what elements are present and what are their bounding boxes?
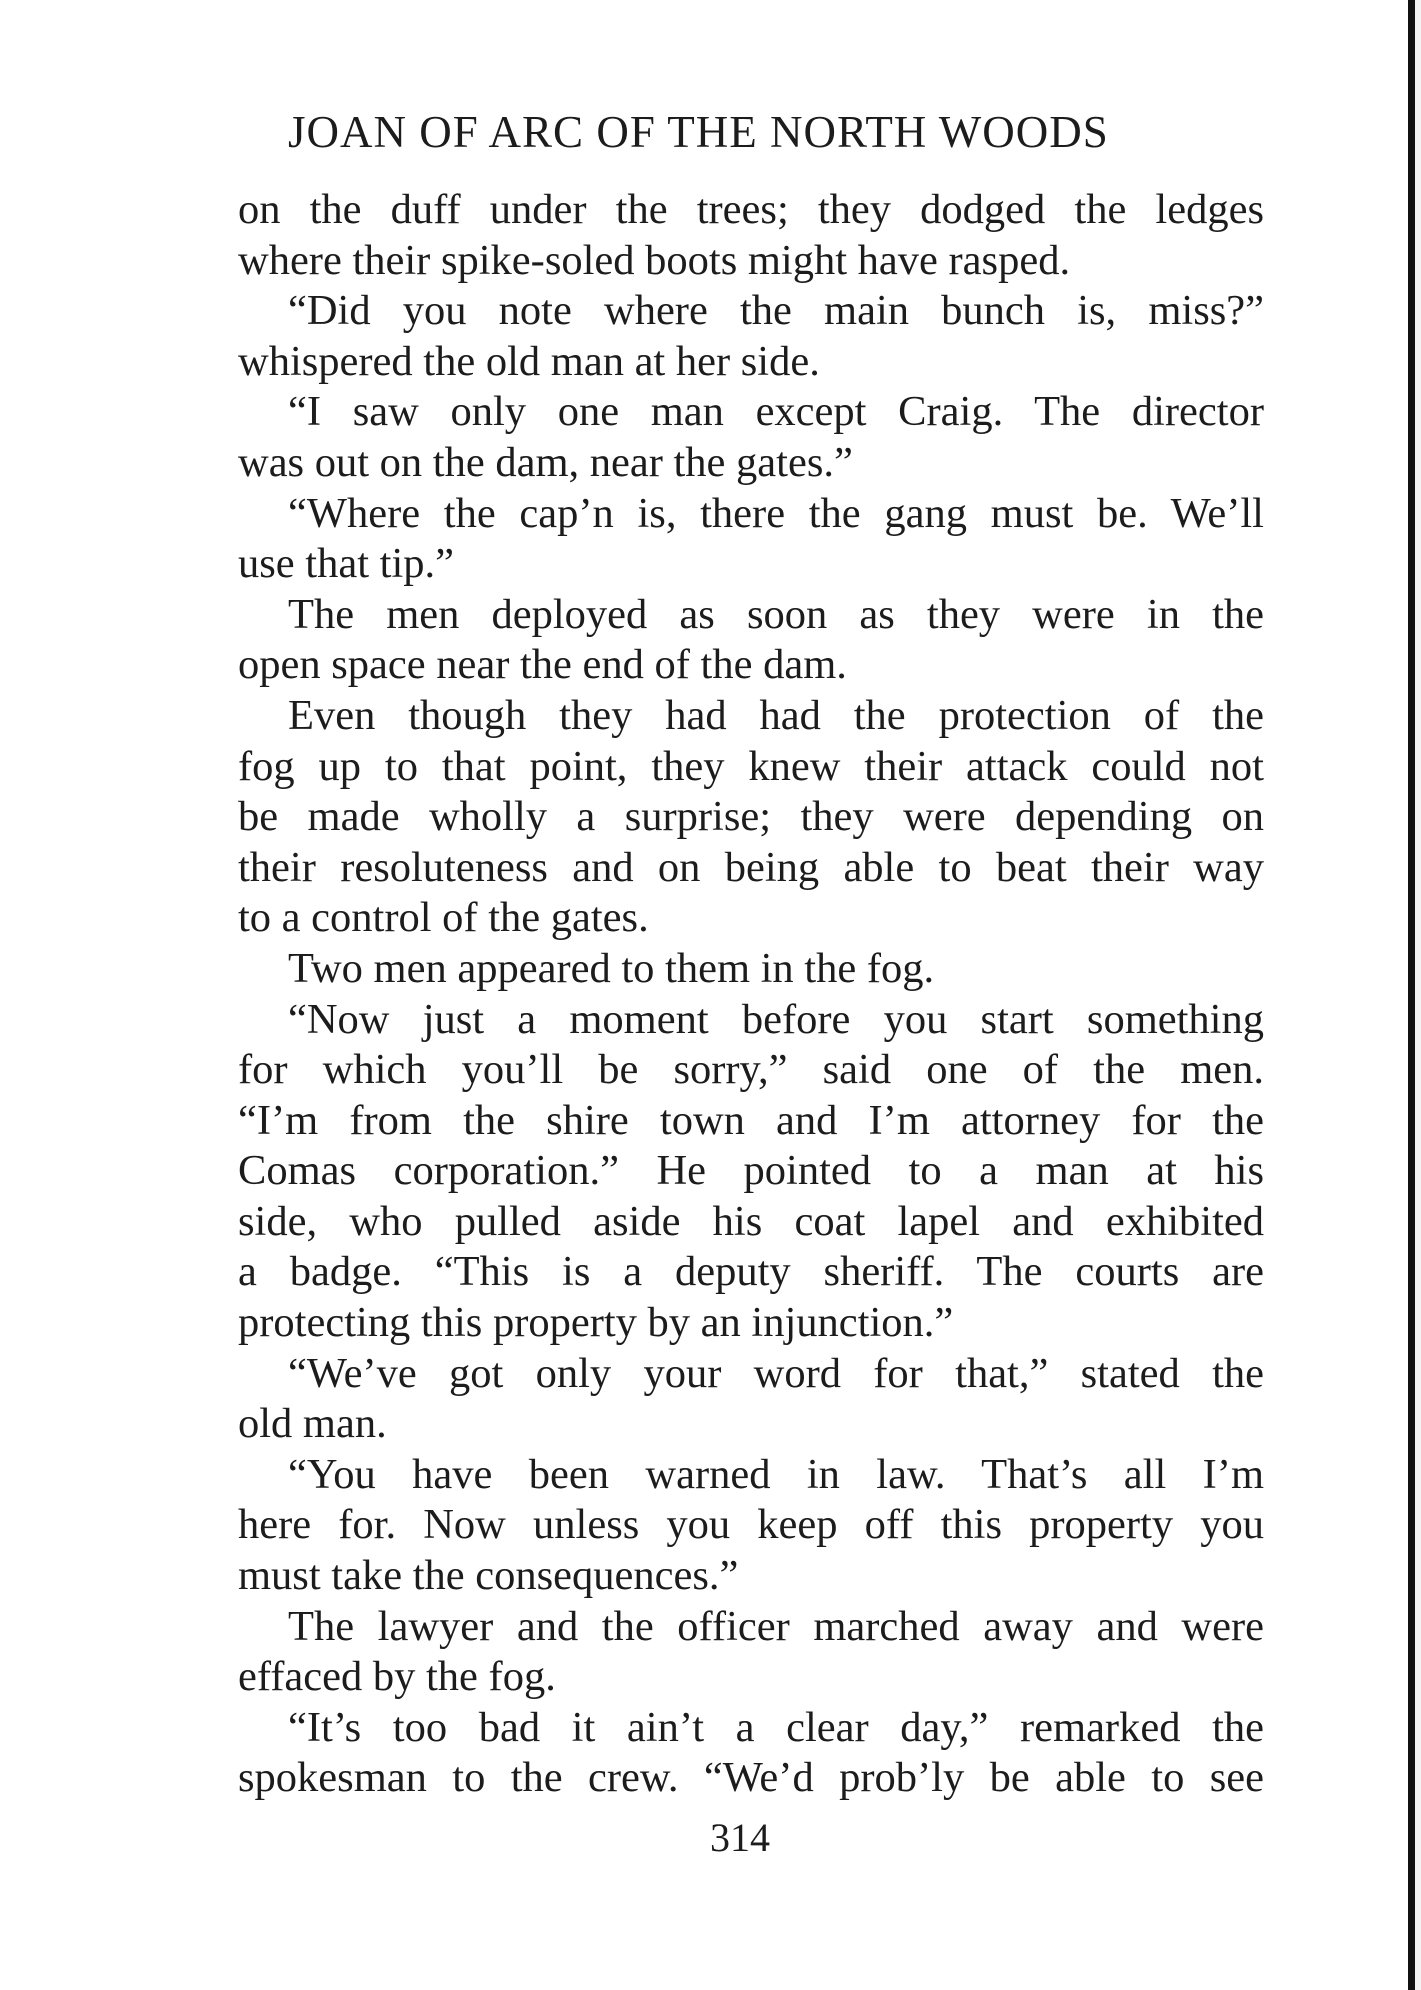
text-line: “Now just a moment before you start something — [288, 995, 1264, 1043]
text-line: spokesman to the crew. “We’d prob’ly be able to see — [238, 1754, 1264, 1802]
text-line: Comas corporation.” He pointed to a man at his — [238, 1147, 1264, 1195]
text-line: “I’m from the shire town and I’m attorney for the — [238, 1096, 1264, 1144]
text-line: “I saw only one man except Craig. The director — [288, 388, 1264, 436]
text-line: here for. Now unless you keep off this property you — [238, 1501, 1264, 1549]
text-line: Even though they had had the protection of the — [288, 691, 1264, 739]
text-line: was out on the dam, near the gates.” — [238, 438, 853, 486]
text-line: whispered the old man at her side. — [238, 337, 820, 385]
text-line: side, who pulled aside his coat lapel and exhibited — [238, 1197, 1264, 1245]
text-line: The lawyer and the officer marched away and were — [288, 1602, 1264, 1650]
text-line: open space near the end of the dam. — [238, 641, 847, 689]
text-line: effaced by the fog. — [238, 1653, 556, 1701]
text-line: fog up to that point, they knew their attack could not — [238, 742, 1264, 790]
text-line: “It’s too bad it ain’t a clear day,” remarked the — [288, 1703, 1264, 1751]
text-line: “Where the cap’n is, there the gang must be. We’ll — [288, 489, 1264, 537]
text-line: be made wholly a surprise; they were depending on — [238, 793, 1264, 841]
text-line: a badge. “This is a deputy sheriff. The courts are — [238, 1248, 1264, 1296]
text-line: where their spike-soled boots might have rasped. — [238, 236, 1071, 284]
text-line: “We’ve got only your word for that,” stated the — [288, 1349, 1264, 1397]
text-line: must take the consequences.” — [238, 1552, 739, 1600]
text-line: for which you’ll be sorry,” said one of the men. — [238, 1046, 1264, 1094]
text-line: protecting this property by an injunction.” — [238, 1299, 954, 1347]
text-line: on the duff under the trees; they dodged the ledges — [238, 186, 1264, 233]
text-line: “Did you note where the main bunch is, miss?” — [288, 287, 1264, 335]
text-line: Two men appeared to them in the fog. — [288, 944, 935, 992]
page-edge-shadow — [1415, 0, 1421, 1990]
text-line: use that tip.” — [238, 540, 454, 588]
text-line: “You have been warned in law. That’s all I’m — [288, 1450, 1264, 1498]
body-text — [238, 185, 1264, 1804]
text-line: to a control of the gates. — [238, 894, 649, 942]
page-edge-binding — [1408, 0, 1415, 1990]
text-line: The men deployed as soon as they were in the — [288, 590, 1264, 638]
text-line: old man. — [238, 1400, 387, 1448]
running-head: JOAN OF ARC OF THE NORTH WOODS — [288, 107, 1109, 157]
text-line: their resoluteness and on being able to beat their way — [238, 843, 1264, 891]
page-number: 314 — [710, 1815, 770, 1860]
